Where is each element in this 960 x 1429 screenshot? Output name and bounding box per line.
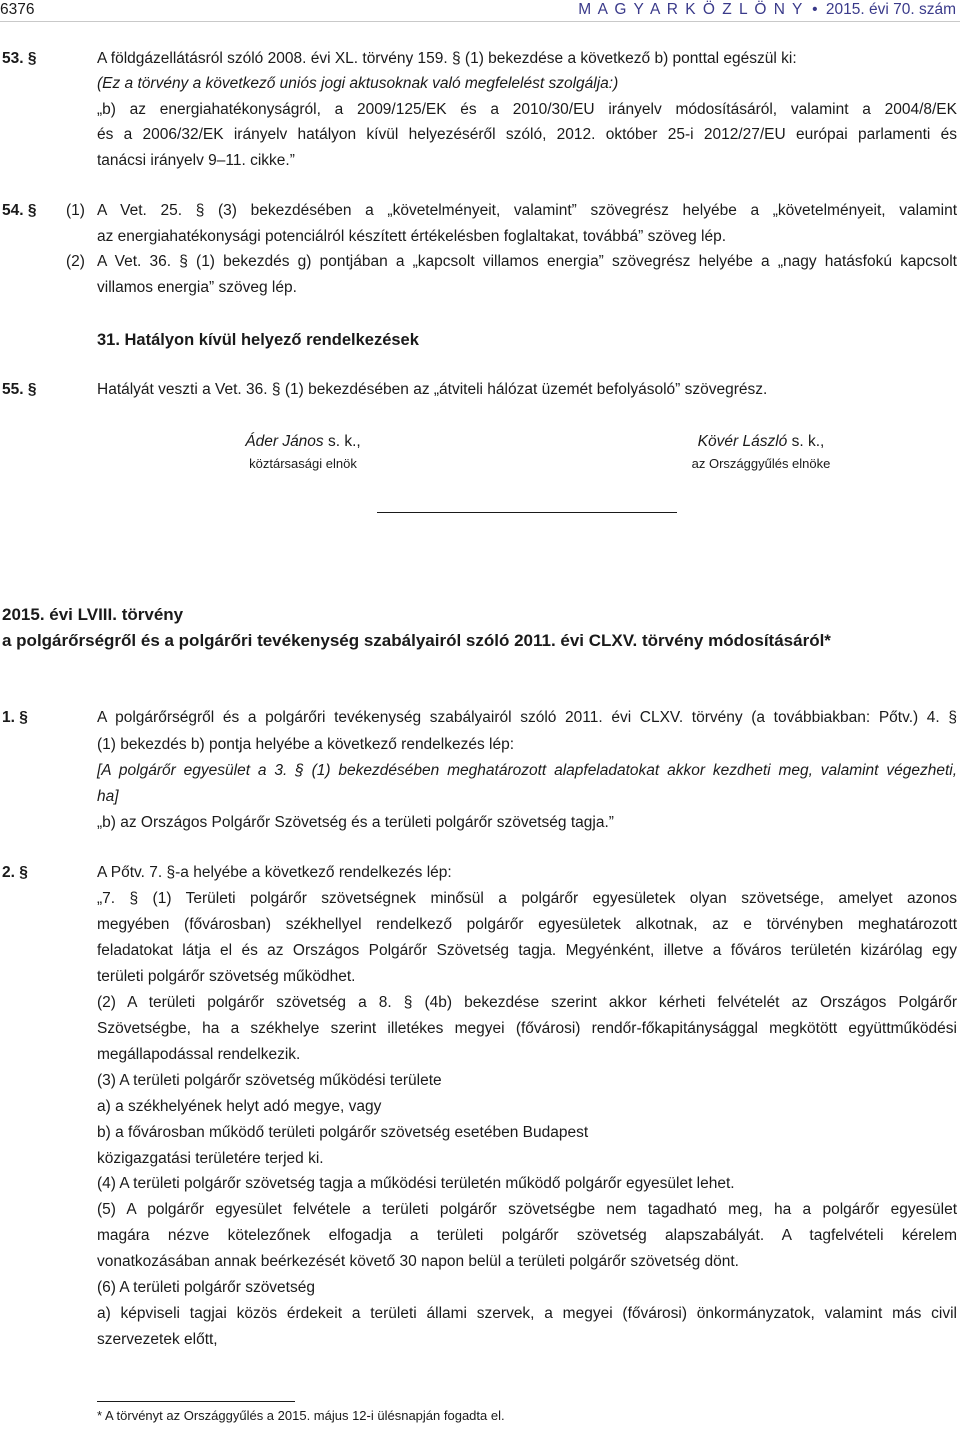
subsection-label: (2) [66, 253, 85, 270]
paragraph-line: feladatokat látja el és az Országos Polgárőr Szövetség tagja. Megyénként, illetve a főváros területén kizárólag egy [97, 942, 957, 959]
paragraph-line: az energiahatékonysági potenciálról készített értékelésben foglaltakat, továbbá” szöveg lép. [97, 228, 726, 245]
paragraph-line: (6) A területi polgárőr szövetség [97, 1279, 315, 1296]
paragraph-line: vonatkozásában annak beérkezését követő 30 napon belül a területi polgárőr szövetség dönt. [97, 1253, 739, 1270]
paragraph-line: a) képviseli tagjai közös érdekeit a területi állami szervek, a megyei (fővárosi) önkormányzatok, valamint más civil [97, 1305, 957, 1322]
journal-name: M A G Y A R K Ö Z L Ö N Y [578, 1, 804, 18]
law-title: 2015. évi LVIII. törvény [2, 605, 184, 624]
signer-title: köztársasági elnök [249, 456, 357, 471]
paragraph-line: A földgázellátásról szóló 2008. évi XL. törvény 159. § (1) bekezdése a következő b) ponttal egészül ki: [97, 50, 797, 67]
law-subtitle: a polgárőrségről és a polgárőri tevékenység szabályairól szóló 2011. évi CLXV. törvény módosításáról* [2, 631, 831, 650]
paragraph-line: „7. § (1) Területi polgárőr szövetségnek minősül a polgárőr egyesületek olyan szövetsége, amelyet azonos [97, 890, 957, 907]
paragraph-line: [A polgárőr egyesület a 3. § (1) bekezdésében meghatározott alapfeladatokat akkor kezdheti meg, valamint végezheti, [97, 762, 957, 779]
paragraph-line: ha] [97, 788, 119, 805]
paragraph-line: A polgárőrségről és a polgárőri tevékenység szabályairól szóló 2011. évi CLXV. törvény (a továbbiakban: Pőtv.) 4. § [97, 709, 957, 726]
signature-left [213, 432, 393, 452]
paragraph-line: megyében (fővárosban) székhellyel rendelkező polgárőr egyesületek alkotnak, az e törvényben meghatározott [97, 916, 957, 933]
signer-suffix: s. k., [787, 433, 825, 450]
journal-header [578, 0, 956, 20]
page-number: 6376 [0, 1, 35, 18]
paragraph-line: (1) bekezdés b) pontja helyébe a következő rendelkezés lép: [97, 736, 515, 753]
paragraph-line: tanácsi irányelv 9–11. cikke.” [97, 152, 295, 169]
footnote-rule [97, 1401, 295, 1402]
signer-title: az Országgyűlés elnöke [691, 456, 831, 471]
paragraph-line: Hatályát veszti a Vet. 36. § (1) bekezdésében az „átviteli hálózat üzemét befolyásoló” szövegrész. [97, 381, 768, 398]
paragraph-line: b) a fővárosban működő területi polgárőr szövetség esetében Budapest [97, 1124, 589, 1141]
signature-right [651, 432, 871, 452]
paragraph-line: villamos energia” szöveg lép. [97, 279, 297, 296]
paragraph-line: A Vet. 36. § (1) bekezdés g) pontjában a „kapcsolt villamos energia” szövegrész helyébe a „nagy hatásfokú kapcsolt [97, 253, 957, 270]
paragraph-line: (Ez a törvény a következő uniós jogi aktusoknak való megfelelést szolgálja:) [97, 75, 619, 92]
chapter-heading: 31. Hatályon kívül helyező rendelkezések [97, 331, 419, 349]
signer-name: Áder János [245, 433, 324, 450]
paragraph-line: „b) az energiahatékonyságról, a 2009/125/EK és a 2010/30/EU irányelv módosításáról, valamint a 2004/8/EK [97, 101, 957, 118]
paragraph-line: (2) A területi polgárőr szövetség a 8. § (4b) bekezdése szerint akkor kérheti felvételét az Országos Polgárőr [97, 994, 957, 1011]
subsection-label: (1) [66, 202, 85, 219]
paragraph-line: magára nézve kötelezőnek elfogadja a területi polgárőr szövetség alapszabályát. A tagfelvételi kérelem [97, 1227, 957, 1244]
paragraph-line: A Vet. 25. § (3) bekezdésében a „követelményeit, valamint” szövegrész helyébe a „követelményeit, valamint [97, 202, 957, 219]
paragraph-line: Szövetségbe, ha a székhelye szerint illetékes megyei (fővárosi) rendőr-főkapitánysággal megkötött együttműködési [97, 1020, 957, 1037]
footnote: * A törvényt az Országgyűlés a 2015. május 12-i ülésnapján fogadta el. [97, 1408, 505, 1423]
issue-number: 2015. évi 70. szám [825, 1, 956, 18]
paragraph-line: (3) A területi polgárőr szövetség működési területe [97, 1072, 442, 1089]
paragraph-line: A Pőtv. 7. §-a helyébe a következő rendelkezés lép: [97, 864, 452, 881]
paragraph-line: szervezetek előtt, [97, 1331, 218, 1348]
paragraph-line: (4) A területi polgárőr szövetség tagja a működési területén működő polgárőr egyesület lehet. [97, 1175, 735, 1192]
paragraph-line: megállapodással rendelkezik. [97, 1046, 301, 1063]
signer-name: Kövér László [697, 433, 788, 450]
header-bullet: • [812, 1, 818, 18]
paragraph-line: „b) az Országos Polgárőr Szövetség és a területi polgárőr szövetség tagja.” [97, 814, 614, 831]
paragraph-line: a) a székhelyének helyt adó megye, vagy [97, 1098, 382, 1115]
header-rule [0, 21, 960, 22]
section-number: 1. § [2, 709, 28, 726]
section-number: 2. § [2, 864, 28, 881]
section-number: 53. § [2, 50, 37, 67]
paragraph-line: közigazgatási területére terjed ki. [97, 1150, 324, 1167]
section-number: 54. § [2, 202, 37, 219]
paragraph-line: és a 2006/32/EK irányelv hatályon kívül helyezéséről szóló, 2012. október 25-i 2012/27/EU európai parlamenti és [97, 126, 957, 143]
signer-suffix: s. k., [323, 433, 361, 450]
section-number: 55. § [2, 381, 37, 398]
paragraph-line: területi polgárőr szövetség működhet. [97, 968, 356, 985]
separator-rule [377, 512, 677, 513]
paragraph-line: (5) A polgárőr egyesület felvétele a területi polgárőr szövetségbe nem tagadható meg, ha a polgárőr egyesület [97, 1201, 957, 1218]
